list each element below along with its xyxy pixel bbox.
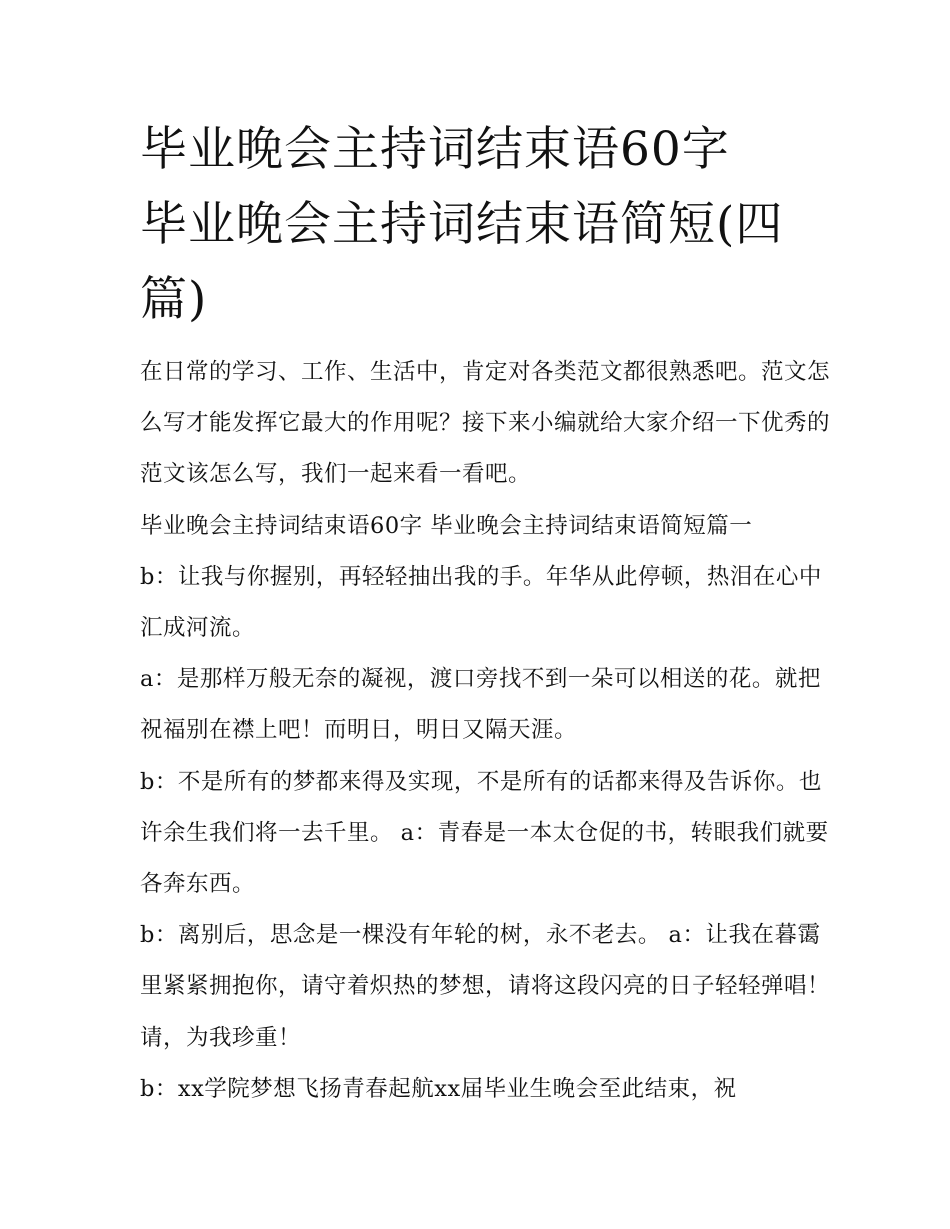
paragraph-b-1: b：让我与你握别，再轻轻抽出我的手。年华从此停顿，热泪在心中汇成河流。: [140, 563, 822, 642]
paragraph-section-heading: 毕业晚会主持词结束语60字 毕业晚会主持词结束语简短篇一: [140, 512, 753, 539]
paragraph-intro: 在日常的学习、工作、生活中，肯定对各类范文都很熟悉吧。范文怎么写才能发挥它最大的作用呢？接下来小编就给大家介绍一下优秀的范文该怎么写，我们一起来看一看吧。: [140, 359, 831, 488]
document-page: [140, 112, 830, 1115]
paragraph-a-1: a：是那样万般无奈的凝视，渡口旁找不到一朵可以相送的花。就把祝福别在襟上吧！而明日，明日又隔天涯。: [140, 666, 821, 744]
paragraph-b-3: b：离别后，思念是一棵没有年轮的树，永不老去。 a：让我在暮霭里紧紧拥抱你，请守着炽热的梦想，请将这段闪亮的日子轻轻弹唱！请，为我珍重！: [140, 922, 831, 1051]
paragraph-b-4: b：xx学院梦想飞扬青春起航xx届毕业生晚会至此结束，祝: [140, 1075, 737, 1102]
title-line-2: 毕业晚会主持词结束语简短(四篇): [140, 197, 784, 327]
paragraph-b-2: b：不是所有的梦都来得及实现，不是所有的话都来得及告诉你。也许余生我们将一去千里。 a：青春是一本太仓促的书，转眼我们就要各奔东西。: [140, 768, 829, 898]
document-title: [140, 112, 830, 337]
document-body: [140, 347, 830, 1115]
title-line-1: 毕业晚会主持词结束语60字: [140, 122, 730, 177]
